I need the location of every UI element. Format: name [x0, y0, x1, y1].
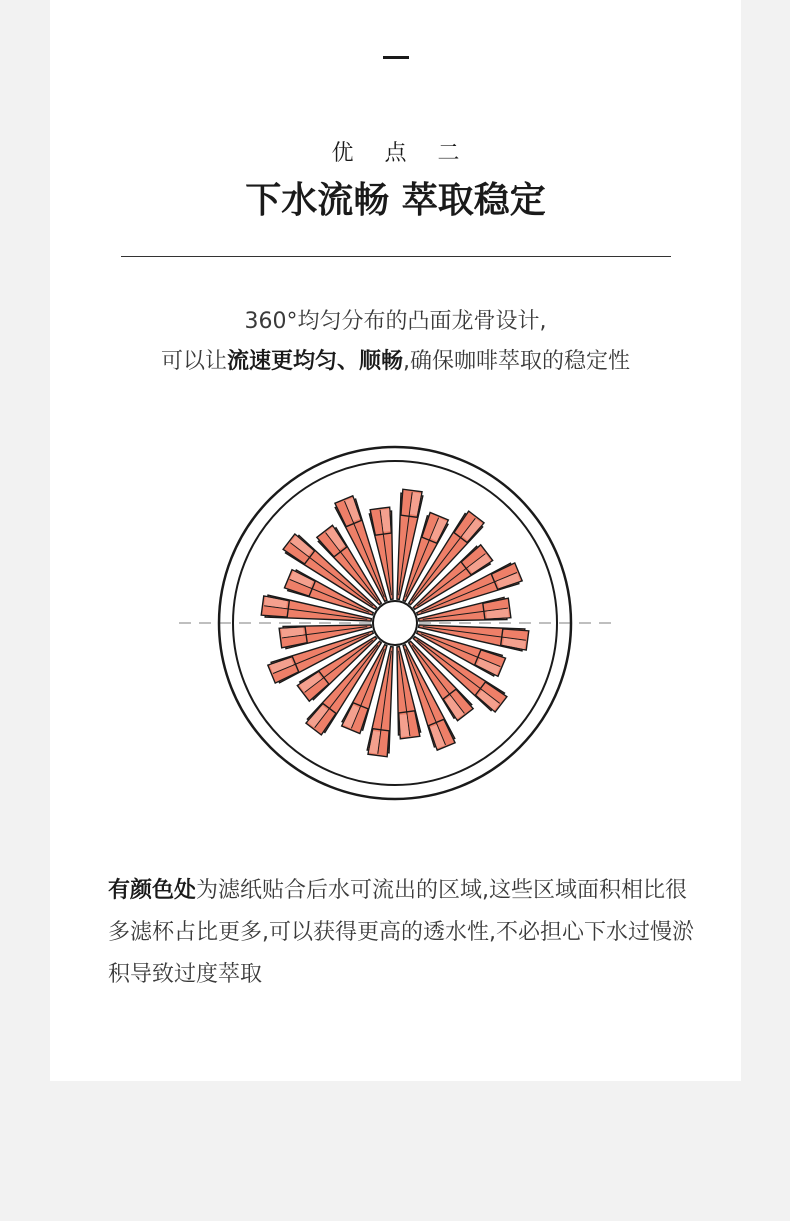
center-hole: [373, 601, 417, 645]
top-dash: [383, 56, 409, 59]
body-main-text: 为滤纸贴合后水可流出的区域,这些区域面积相比很多滤杯占比更多,可以获得更高的透水性,不必担心下水过慢淤积导致过度萃取: [108, 878, 694, 987]
body-bold-lead: 有颜色处: [108, 878, 197, 903]
section-eyebrow: 优 点 二: [331, 141, 472, 166]
section-title: 下水流畅 萃取稳定: [245, 180, 546, 221]
content-card: [50, 0, 741, 1081]
body-text: [108, 870, 708, 996]
intro-text: [50, 302, 741, 382]
intro-line-2-bold: 流速更均匀、顺畅: [227, 349, 404, 374]
intro-line-2-suffix: ,确保咖啡萃取的稳定性: [403, 349, 631, 374]
intro-line-2-prefix: 可以让: [160, 349, 227, 374]
intro-line-2: [50, 342, 741, 382]
dripper-rib-diagram: [175, 440, 615, 808]
divider-line: [121, 256, 671, 257]
intro-line-1: 360°均匀分布的凸面龙骨设计,: [244, 309, 547, 334]
